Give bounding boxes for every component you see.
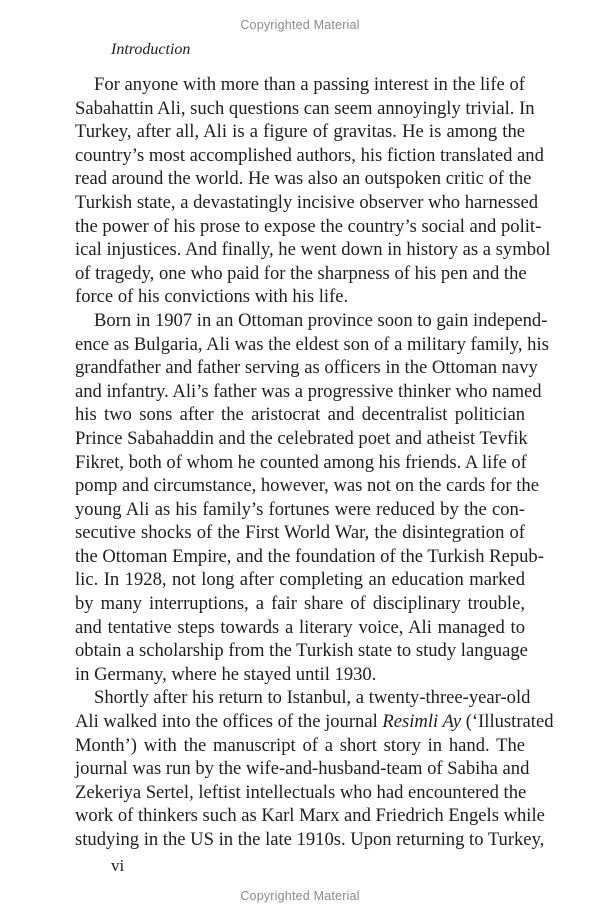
body-text bbox=[75, 73, 554, 852]
text-line: Fikret, both of whom he counted among his friends. A life of bbox=[75, 451, 527, 473]
text-line: and infantry. Ali’s father was a progressive thinker who named bbox=[75, 380, 542, 402]
journal-title: Resimli Ay bbox=[382, 711, 462, 733]
text-line: the Ottoman Empire, and the foundation of the Turkish Repub- bbox=[75, 545, 544, 567]
text-line: force of his convictions with his life. bbox=[75, 286, 349, 308]
running-head: Introduction bbox=[111, 41, 191, 58]
text-line: Shortly after his return to Istanbul, a twenty-three-year-old bbox=[94, 687, 531, 709]
text-line: by many interruptions, a fair share of disciplinary trouble, bbox=[75, 593, 525, 615]
text-line: lic. In 1928, not long after completing an education marked bbox=[75, 569, 525, 591]
text-line: obtain a scholarship from the Turkish state to study language bbox=[75, 640, 528, 662]
text-line-journal bbox=[75, 710, 554, 734]
text-line: secutive shocks of the First World War, the disintegration of bbox=[75, 522, 525, 544]
text-line: Prince Sabahaddin and the celebrated poet and atheist Tevfik bbox=[75, 427, 528, 449]
text-line: Turkey, after all, Ali is a figure of gravitas. He is among the bbox=[75, 121, 525, 143]
text-line: read around the world. He was also an outspoken critic of the bbox=[75, 168, 532, 190]
text-line: ence as Bulgaria, Ali was the eldest son of a military family, his bbox=[75, 333, 549, 355]
text-line: journal was run by the wife-and-husband-team of Sabiha and bbox=[75, 758, 530, 780]
text-line: of tragedy, one who paid for the sharpness of his pen and the bbox=[75, 262, 527, 284]
text-line: Born in 1907 in an Ottoman province soon to gain independ- bbox=[94, 309, 548, 331]
text-line: grandfather and father serving as officers in the Ottoman navy bbox=[75, 357, 538, 379]
text-line: Month’) with the manuscript of a short story in hand. The bbox=[75, 734, 525, 756]
text-line: pomp and circumstance, however, was not on the cards for the bbox=[75, 475, 539, 497]
text-line: For anyone with more than a passing interest in the life of bbox=[94, 74, 525, 95]
text-line: Turkish state, a devastatingly incisive observer who harnessed bbox=[75, 191, 539, 213]
text-line: and tentative steps towards a literary voice, Ali managed to bbox=[75, 616, 525, 638]
text-line: studying in the US in the late 1910s. Upon returning to Turkey, bbox=[75, 829, 545, 850]
journal-line-before: Ali walked into the offices of the journal bbox=[75, 711, 383, 733]
journal-line-after: (‘Illustrated bbox=[461, 711, 554, 733]
text-line: young Ali as his family’s fortunes were reduced by the con- bbox=[75, 498, 525, 520]
copyright-watermark-bottom: Copyrighted Material bbox=[240, 889, 360, 903]
page-number: vi bbox=[111, 856, 125, 875]
text-line: the power of his prose to expose the country’s social and polit- bbox=[75, 215, 542, 237]
text-line: work of thinkers such as Karl Marx and Friedrich Engels while bbox=[75, 805, 545, 827]
text-line: ical injustices. And finally, he went down in history as a symbol bbox=[75, 239, 551, 261]
text-line: his two sons after the aristocrat and decentralist politician bbox=[75, 404, 525, 426]
text-line: country’s most accomplished authors, his fiction translated and bbox=[75, 144, 544, 166]
text-line: Sabahattin Ali, such questions can seem annoyingly trivial. In bbox=[75, 97, 535, 119]
copyright-watermark-top: Copyrighted Material bbox=[240, 18, 360, 32]
text-line: Zekeriya Sertel, leftist intellectuals who had encountered the bbox=[75, 781, 527, 803]
text-line: in Germany, where he stayed until 1930. bbox=[75, 663, 377, 685]
